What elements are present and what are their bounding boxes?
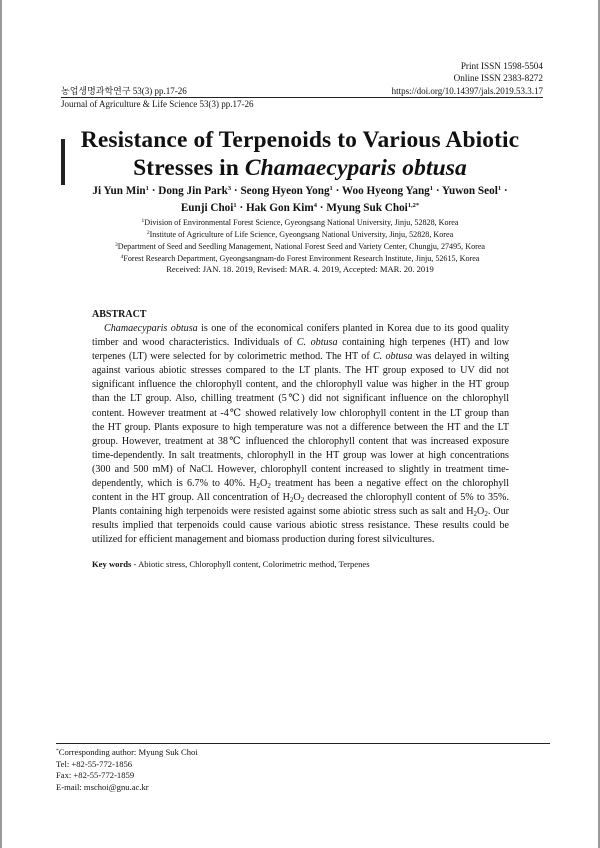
abstract-subscript: 2	[484, 510, 488, 519]
title-line-2-prefix: Stresses in	[133, 155, 245, 181]
abstract-subscript: 2	[256, 482, 261, 491]
author-name: Hak Gon Kim	[245, 202, 314, 214]
author-name: Eunji Choi	[180, 202, 234, 214]
abstract-heading: ABSTRACT	[92, 309, 147, 320]
author-separator: ·	[332, 185, 342, 197]
footnote-tel: Tel: +82-55-772-1856	[56, 758, 133, 769]
title-line-2	[70, 154, 530, 182]
abstract-text: was delayed in wilting against various abiotic stresses compared to the LT plants. The HT group exposed to UV did not significant influence the chlorophyll content, and the chlorophyll value was higher in the HT group than the LT group. Also, chilling treatment (5℃) did not significant influence on the chlorophyll content. However treatment at -4℃ showed relatively low chlorophyll content in the LT group than the HT group. Plants exposure to high temperature was not a difference between the HT and the LT group. However, treatment at 38℃ influenced the chlorophyll content that was increased exposure time-dependently. In salt treatments, chlorophyll in the HT group was lower at high concentrations (300 and 500 mM) of NaCl. However, chlorophyll content increased to slightly in treatment time-dependently, which is 6.7% to 40%. H	[92, 351, 509, 490]
author-name: Dong Jin Park	[158, 185, 228, 197]
affiliation-line	[70, 229, 530, 241]
author-affiliation-mark: 1	[329, 185, 333, 192]
author-line-1	[70, 183, 530, 200]
author-separator: ·	[433, 185, 442, 197]
author-affiliation-mark: 1	[233, 202, 237, 209]
abstract-subscript: 2	[267, 482, 271, 491]
abstract-text: containing high terpenes (HT) and low terpenes (LT) were selected for by colorimetric method. The HT of	[92, 337, 509, 363]
author-name: Seong Hyeon Yong	[240, 185, 330, 197]
corresponding-author-text: Corresponding author: Myung Suk Choi	[58, 747, 198, 757]
paper-title	[70, 126, 530, 182]
affiliation-mark: 4	[120, 254, 124, 260]
author-separator: ·	[316, 202, 327, 214]
header-divider	[61, 97, 543, 98]
abstract-text: O	[260, 478, 268, 490]
abstract-subscript: 2	[289, 496, 294, 505]
author-list	[70, 183, 530, 217]
journal-korean-citation: 농업생명과학연구 53(3) pp.17-26	[61, 86, 187, 96]
affiliation-mark: 1	[141, 218, 145, 224]
keywords	[92, 559, 370, 570]
author-affiliation-mark: 1	[497, 185, 502, 192]
author-affiliation-mark: 3	[227, 185, 232, 192]
affiliation-text: Division of Environmental Forest Science, Gyeongsang National University, Jinju, 52828, Korea	[144, 218, 459, 227]
author-name: Ji Yun Min	[92, 185, 146, 197]
abstract-species-name: C. obtusa	[296, 337, 338, 349]
abstract-text: O	[477, 506, 485, 518]
author-separator: ·	[148, 185, 159, 197]
abstract-text: . Our results implied that terpenoids could cause various abiotic stress resistance. These results could be utilized for efficient management and biomass production during forest silvicultures.	[92, 506, 509, 546]
author-affiliation-mark: 1,2*	[407, 202, 420, 209]
affiliation-mark: 2	[146, 230, 150, 236]
page-border-left	[0, 0, 2, 848]
keywords-label: Key words	[92, 559, 132, 569]
abstract-body	[92, 322, 509, 548]
issn-block	[454, 61, 543, 84]
abstract-text: O	[293, 492, 301, 504]
author-separator: ·	[231, 185, 241, 197]
abstract-text: is one of the economical conifers planted in Korea due to its good quality timber and wood characteristics. Individuals of	[92, 323, 509, 349]
abstract-species-name: Chamaecyparis obtusa	[104, 323, 198, 334]
author-separator: ·	[236, 202, 246, 214]
received-dates: Received: JAN. 18. 2019, Revised: MAR. 4. 2019, Accepted: MAR. 20. 2019	[166, 264, 434, 274]
affiliation-text: Forest Research Department, Gyeongsangnam-do Forest Environment Research Institute, Jinju, 52615, Korea	[123, 254, 480, 263]
author-name: Myung Suk Choi	[326, 202, 408, 214]
author-affiliation-mark: 1	[429, 185, 434, 192]
footnote-divider	[56, 743, 550, 744]
journal-english-citation: Journal of Agriculture & Life Science 53(3) pp.17-26	[61, 99, 254, 109]
footnote-email: E-mail: mschoi@gnu.ac.kr	[56, 781, 149, 792]
corresponding-author	[56, 747, 198, 759]
corresponding-author-footnote	[56, 747, 198, 793]
abstract-text: decreased the chlorophyll content of 5% to 35%. Plants containing high terpenoids were resisted against some abiotic stress such as salt and H	[92, 492, 509, 518]
affiliation-mark: 3	[115, 242, 118, 248]
keywords-dash: -	[131, 559, 139, 569]
doi-link[interactable]: https://doi.org/10.14397/jals.2019.53.3.17	[391, 86, 543, 96]
abstract-subscript: 2	[300, 496, 305, 505]
author-affiliation-mark: 1	[145, 185, 149, 192]
author-name: Woo Hyeong Yang	[341, 185, 430, 197]
author-separator: ·	[501, 185, 508, 197]
corresponding-star: *	[56, 748, 59, 754]
title-line-1: Resistance of Terpenoids to Various Abiotic	[80, 127, 520, 153]
abstract-species-name: C. obtusa	[372, 351, 413, 363]
author-line-2	[70, 200, 530, 217]
footnote-fax: Fax: +82-55-772-1859	[56, 770, 135, 781]
affiliations	[70, 217, 530, 265]
keywords-list: Abiotic stress, Chlorophyll content, Colorimetric method, Terpenes	[138, 559, 370, 569]
author-affiliation-mark: 4	[313, 202, 317, 209]
print-issn: Print ISSN 1598-5504	[460, 61, 543, 71]
abstract-subscript: 2	[473, 510, 478, 519]
abstract-text: treatment has been a negative effect on the chlorophyll content in the HT group. All concentration of H	[92, 478, 510, 504]
affiliation-text: Institute of Agriculture of Life Science, Gyeongsang National University, Jinju, 52828, Korea	[149, 230, 454, 239]
affiliation-text: Department of Seed and Seedling Management, National Forest Seed and Variety Center, Chungju, 27495, Korea	[117, 242, 485, 251]
affiliation-line	[70, 217, 530, 229]
title-species: Chamaecyparis obtusa	[244, 155, 467, 181]
affiliation-line	[70, 241, 530, 253]
title-side-bar	[61, 139, 65, 185]
author-name: Yuwon Seol	[441, 185, 498, 197]
online-issn: Online ISSN 2383-8272	[453, 72, 543, 83]
